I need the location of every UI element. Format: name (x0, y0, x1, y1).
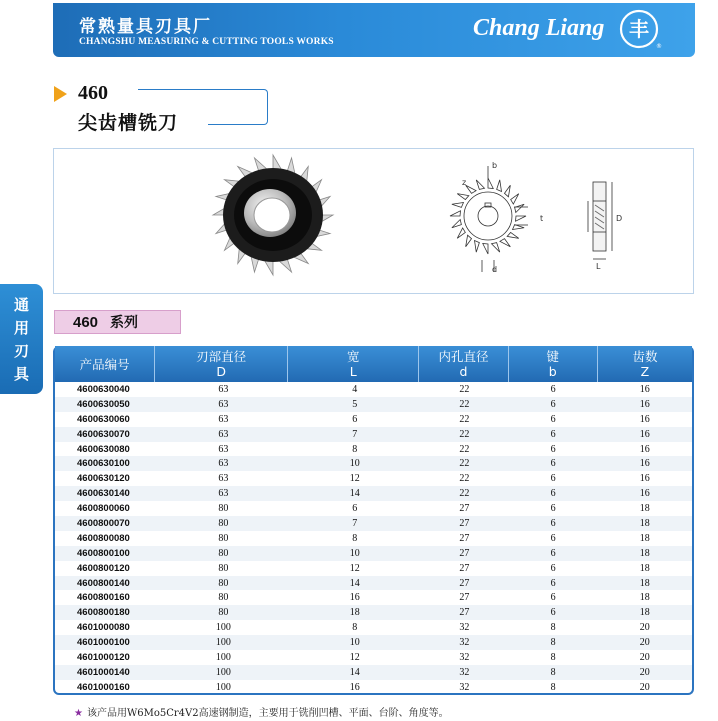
cutter-tooth (507, 232, 519, 238)
teeth-count-cell: 16 (639, 383, 650, 395)
table-row (55, 665, 692, 680)
col-header-b: 键 b (508, 346, 597, 382)
bore-diameter-cell: 27 (459, 607, 470, 619)
cutter-tooth (466, 185, 476, 193)
feng-logo-icon (619, 9, 662, 50)
keyway-cell: 8 (550, 637, 556, 649)
col-header-D: 刃部直径 D (154, 346, 287, 382)
cutter-tooth (476, 180, 484, 190)
teeth-count-cell: 18 (639, 503, 650, 515)
bore-diameter-cell: 32 (459, 666, 470, 678)
label-z: z (462, 178, 467, 187)
blade-diameter-cell: 80 (218, 577, 229, 589)
product-code-cell: 4600630070 (77, 428, 130, 440)
product-code-cell: 4600630100 (77, 458, 130, 470)
blade-diameter-cell: 80 (218, 503, 229, 515)
bore-diameter-cell: 27 (459, 547, 470, 559)
cutter-tooth (516, 216, 526, 221)
blade-diameter-cell: 100 (215, 622, 231, 634)
table-row (55, 605, 692, 620)
teeth-count-cell: 18 (639, 577, 650, 589)
product-code-cell: 4600800060 (77, 503, 130, 515)
width-cell: 6 (352, 503, 358, 515)
keyway-cell: 6 (550, 577, 556, 589)
table-row (55, 650, 692, 665)
blade-diameter-cell: 80 (218, 517, 229, 529)
teeth-count-cell: 16 (639, 443, 650, 455)
product-code-cell: 4600800180 (77, 607, 130, 619)
table-row (55, 397, 692, 412)
blade-diameter-cell: 100 (215, 681, 231, 693)
teeth-count-cell: 18 (639, 532, 650, 544)
table-row (55, 412, 692, 427)
product-code-cell: 4600800070 (77, 517, 130, 529)
table-row (55, 382, 692, 397)
bore-diameter-cell: 27 (459, 503, 470, 515)
cutter-tooth (273, 155, 282, 170)
company-name-en: CHANGSHU MEASURING & CUTTING TOOLS WORKS (79, 37, 334, 47)
product-code-cell: 4601000100 (77, 637, 130, 649)
bore-diameter-cell: 22 (459, 413, 470, 425)
teeth-count-cell: 16 (639, 398, 650, 410)
footnote (74, 704, 449, 719)
table-header (55, 346, 692, 382)
company-name-cn: 常熟量具刃具厂 (79, 17, 212, 37)
table-row (55, 590, 692, 605)
label-D: D (616, 214, 623, 223)
col-header-Z: 齿数 Z (597, 346, 692, 382)
keyway-cell: 6 (550, 592, 556, 604)
table-row (55, 516, 692, 531)
teeth-count-cell: 16 (639, 458, 650, 470)
keyway-cell: 6 (550, 488, 556, 500)
product-code-cell: 4601000120 (77, 651, 130, 663)
table-row (55, 486, 692, 501)
bore-diameter-cell: 27 (459, 517, 470, 529)
width-cell: 10 (349, 637, 360, 649)
width-cell: 16 (349, 681, 360, 693)
cutter-tooth (500, 239, 510, 247)
cutter-tooth (483, 244, 488, 254)
blade-diameter-cell: 63 (218, 383, 229, 395)
series-number: 460 (73, 313, 99, 331)
table-row (55, 456, 692, 471)
category-side-tab[interactable] (0, 284, 43, 394)
width-cell: 14 (349, 577, 360, 589)
table-row (55, 471, 692, 486)
bore-diameter-cell: 27 (459, 577, 470, 589)
star-icon: ★ (74, 708, 83, 719)
col-header-d: 内孔直径 d (418, 346, 507, 382)
keyway-cell: 6 (550, 532, 556, 544)
cutter-tooth (466, 235, 472, 247)
keyway-cell: 6 (550, 413, 556, 425)
bore-diameter-cell: 22 (459, 398, 470, 410)
spec-table (53, 346, 694, 695)
side-view-drawing (588, 182, 612, 259)
brand-name: Chang Liang (473, 15, 605, 41)
product-number: 460 (78, 82, 108, 104)
keyway-cell: 6 (550, 547, 556, 559)
bore-diameter-cell: 27 (459, 592, 470, 604)
keyway-cell: 6 (550, 607, 556, 619)
bore-diameter-cell: 32 (459, 637, 470, 649)
keyway-cell: 6 (550, 398, 556, 410)
keyway-cell: 8 (550, 681, 556, 693)
blade-diameter-cell: 63 (218, 413, 229, 425)
teeth-count-cell: 18 (639, 592, 650, 604)
cutter-photo (213, 155, 333, 275)
width-cell: 12 (349, 562, 360, 574)
blade-diameter-cell: 80 (218, 562, 229, 574)
product-code-cell: 4600800080 (77, 532, 130, 544)
cutter-tooth (264, 260, 273, 275)
teeth-count-cell: 16 (639, 488, 650, 500)
teeth-count-cell: 18 (639, 547, 650, 559)
teeth-count-cell: 16 (639, 413, 650, 425)
table-row (55, 561, 692, 576)
blade-diameter-cell: 100 (215, 637, 231, 649)
keyway-cell: 6 (550, 458, 556, 470)
cutter-tooth (475, 241, 480, 253)
teeth-count-cell: 16 (639, 473, 650, 485)
cutter-tooth (515, 204, 525, 212)
table-row (55, 531, 692, 546)
width-cell: 8 (352, 532, 358, 544)
teeth-count-cell: 20 (639, 681, 650, 693)
cutter-tooth (450, 211, 460, 216)
cutter-tooth (457, 194, 469, 200)
width-cell: 12 (349, 473, 360, 485)
bore-diameter-cell: 32 (459, 681, 470, 693)
bore-diameter-cell: 22 (459, 383, 470, 395)
series-tag (54, 310, 181, 334)
svg-text:®: ® (656, 43, 662, 50)
label-d: d (492, 265, 498, 274)
keyway-cell: 8 (550, 651, 556, 663)
bore-diameter-cell: 32 (459, 622, 470, 634)
width-cell: 7 (352, 428, 358, 440)
side-tab-char: 具 (13, 365, 29, 383)
svg-text:丰: 丰 (629, 17, 649, 41)
table-row (55, 442, 692, 457)
cutter-tooth (452, 220, 462, 228)
width-cell: 4 (352, 383, 358, 395)
bore-diameter-cell: 27 (459, 562, 470, 574)
label-b: b (492, 161, 498, 170)
col-header-L: 宽 L (287, 346, 418, 382)
product-code-cell: 4601000080 (77, 622, 130, 634)
keyway-cell: 8 (550, 622, 556, 634)
col-header-code: 产品编号 (79, 356, 130, 372)
product-code-cell: 4600630080 (77, 443, 130, 455)
blade-diameter-cell: 100 (215, 651, 231, 663)
table-row (55, 501, 692, 516)
blade-diameter-cell: 80 (218, 532, 229, 544)
bore-diameter-cell: 22 (459, 488, 470, 500)
blade-diameter-cell: 63 (218, 398, 229, 410)
product-code-cell: 4600630050 (77, 398, 130, 410)
keyway-cell: 6 (550, 517, 556, 529)
product-code-cell: 4600630060 (77, 413, 130, 425)
keyway-cell: 6 (550, 428, 556, 440)
keyway-cell: 6 (550, 473, 556, 485)
cutter-tooth (488, 178, 493, 188)
table-row (55, 635, 692, 650)
cutter-tooth (511, 194, 519, 204)
cutter-tooth (504, 185, 510, 197)
product-code-cell: 4600800120 (77, 562, 130, 574)
keyway-cell: 8 (550, 666, 556, 678)
width-cell: 14 (349, 666, 360, 678)
teeth-count-cell: 20 (639, 666, 650, 678)
bore-diameter-cell: 22 (459, 428, 470, 440)
title-arrow-icon (54, 86, 67, 102)
bore-diameter-cell: 22 (459, 458, 470, 470)
cutter-tooth (497, 180, 502, 192)
product-image-frame (53, 148, 694, 294)
blade-diameter-cell: 100 (215, 666, 231, 678)
bore-diameter-cell: 27 (459, 532, 470, 544)
side-tab-char: 刃 (13, 342, 29, 360)
table-body (55, 382, 692, 695)
bore-diameter-cell: 22 (459, 473, 470, 485)
teeth-count-cell: 18 (639, 562, 650, 574)
product-code-cell: 4600800100 (77, 547, 130, 559)
product-code-cell: 4601000140 (77, 666, 130, 678)
product-code-cell: 4600630120 (77, 473, 130, 485)
blade-diameter-cell: 80 (218, 547, 229, 559)
side-tab-char: 通 (13, 296, 29, 314)
width-cell: 10 (349, 547, 360, 559)
keyway-cell: 6 (550, 383, 556, 395)
table-row (55, 427, 692, 442)
blade-diameter-cell: 63 (218, 428, 229, 440)
width-cell: 18 (349, 607, 360, 619)
teeth-count-cell: 16 (639, 428, 650, 440)
product-code-cell: 4600800160 (77, 592, 130, 604)
teeth-count-cell: 18 (639, 607, 650, 619)
width-cell: 8 (352, 622, 358, 634)
keyway-cell: 6 (550, 503, 556, 515)
bore-diameter-cell: 22 (459, 443, 470, 455)
product-code-cell: 4600630140 (77, 488, 130, 500)
teeth-count-cell: 18 (639, 517, 650, 529)
width-cell: 6 (352, 413, 358, 425)
teeth-count-cell: 20 (639, 637, 650, 649)
cutter-tooth (457, 228, 465, 238)
bore-diameter-cell: 32 (459, 651, 470, 663)
label-L: L (596, 262, 601, 271)
product-name: 尖齿槽铣刀 (78, 112, 179, 134)
series-label: 系列 (110, 315, 139, 331)
cutter-tooth (452, 203, 464, 208)
blade-diameter-cell: 63 (218, 473, 229, 485)
keyway-cell: 6 (550, 443, 556, 455)
teeth-count-cell: 20 (639, 622, 650, 634)
side-tab-char: 用 (13, 319, 29, 337)
table-row (55, 680, 692, 695)
cutter-tooth (492, 243, 500, 253)
table-row (55, 576, 692, 591)
product-code-cell: 4601000160 (77, 681, 130, 693)
header-banner (53, 3, 695, 57)
width-cell: 8 (352, 443, 358, 455)
teeth-count-cell: 20 (639, 651, 650, 663)
blade-diameter-cell: 63 (218, 488, 229, 500)
footnote-text: 该产品用W6Mo5Cr4V2高速钢制造，主要用于铣削凹槽、平面、台阶、角度等。 (86, 708, 449, 719)
label-t: t (540, 214, 544, 223)
blade-diameter-cell: 63 (218, 443, 229, 455)
width-cell: 12 (349, 651, 360, 663)
blade-diameter-cell: 63 (218, 458, 229, 470)
keyway-cell: 6 (550, 562, 556, 574)
product-code-cell: 4600800140 (77, 577, 130, 589)
width-cell: 14 (349, 488, 360, 500)
width-cell: 7 (352, 517, 358, 529)
width-cell: 10 (349, 458, 360, 470)
blade-diameter-cell: 80 (218, 607, 229, 619)
product-code-cell: 4600630040 (77, 383, 130, 395)
table-row (55, 620, 692, 635)
product-illustrations (54, 149, 695, 295)
width-cell: 5 (352, 398, 358, 410)
blade-diameter-cell: 80 (218, 592, 229, 604)
width-cell: 16 (349, 592, 360, 604)
table-row (55, 546, 692, 561)
